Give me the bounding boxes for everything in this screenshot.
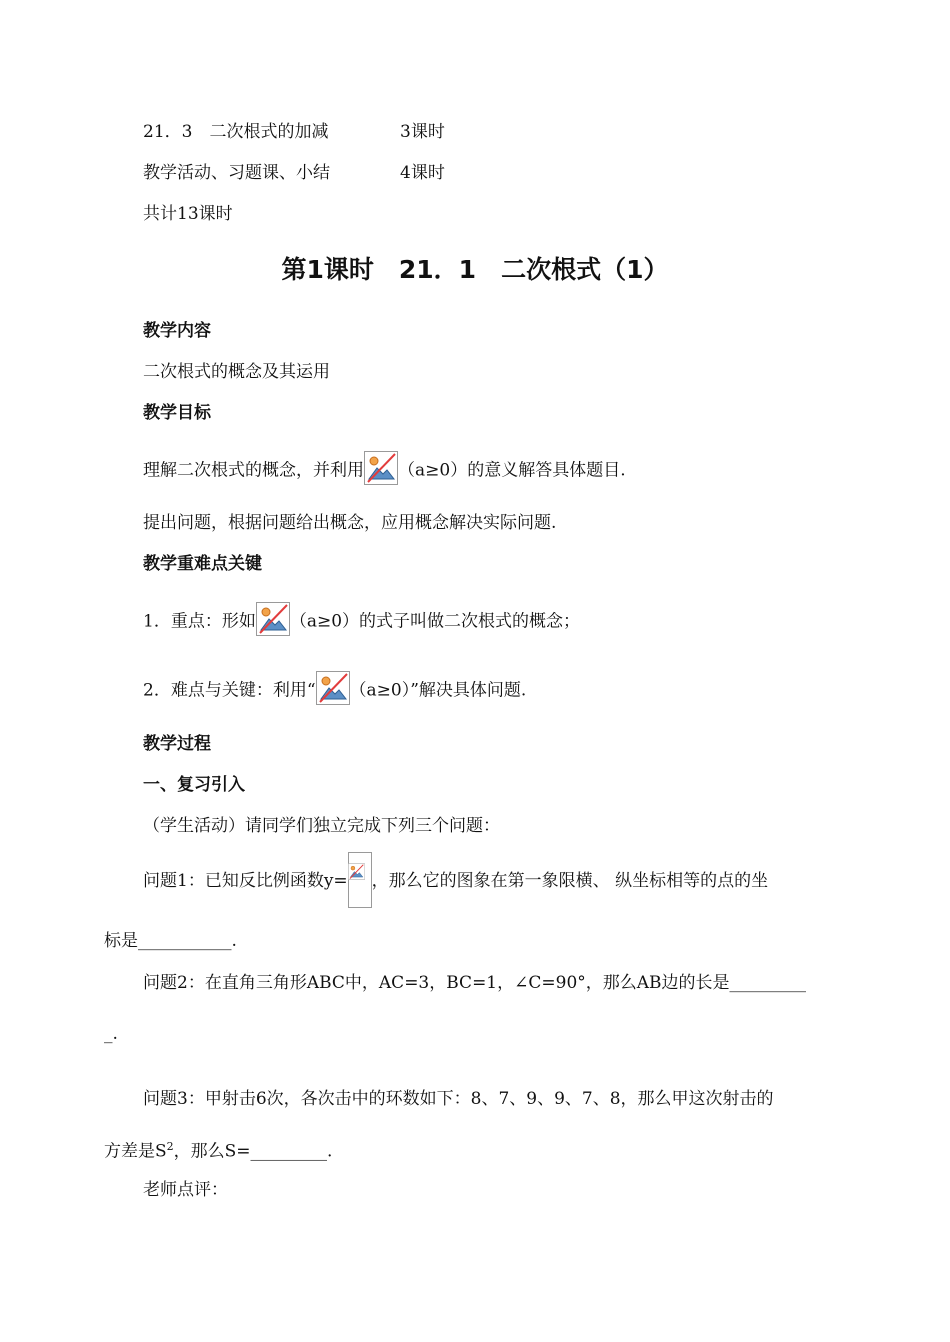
q1-text-end: ，那么它的图象在第一象限横、 纵坐标相等的点的坐 bbox=[371, 871, 769, 891]
question-2: 问题2：在直角三角形ABC中，AC=3，BC=1，∠C=90°，那么AB边的长是_________ bbox=[143, 973, 807, 993]
review-comment: 老师点评： bbox=[143, 1180, 228, 1200]
q3-superscript: 2 bbox=[166, 1140, 174, 1153]
key-1 bbox=[143, 608, 580, 636]
schedule-title: 21．3 二次根式的加减 bbox=[143, 122, 329, 142]
broken-image-icon bbox=[364, 451, 398, 485]
question-3-continued bbox=[104, 1136, 332, 1163]
goal-1-text: 理解二次根式的概念，并利用 bbox=[143, 460, 364, 481]
review-heading: 一、复习引入 bbox=[143, 775, 245, 795]
process-heading: 教学过程 bbox=[143, 734, 211, 754]
q1-text: 问题1：已知反比例函数y= bbox=[143, 871, 348, 891]
key-1-text-end: （a≥0）的式子叫做二次根式的概念； bbox=[289, 611, 581, 632]
content-text: 二次根式的概念及其运用 bbox=[143, 362, 330, 382]
content-heading: 教学内容 bbox=[143, 321, 211, 341]
question-2-continued: _. bbox=[104, 1024, 118, 1044]
key-heading: 教学重难点关键 bbox=[143, 554, 262, 574]
lesson-title: 第1课时 21．1 二次根式（1） bbox=[281, 255, 669, 284]
schedule-row-2 bbox=[143, 162, 445, 184]
goal-heading: 教学目标 bbox=[143, 403, 211, 423]
goal-1-text-end: （a≥0）的意义解答具体题目. bbox=[398, 460, 626, 481]
question-1 bbox=[143, 870, 768, 892]
q3-text: 方差是S bbox=[104, 1141, 167, 1162]
q3-text-end: ，那么S=_________. bbox=[173, 1141, 333, 1162]
schedule-hours: 3课时 bbox=[400, 122, 445, 142]
schedule-total: 共计13课时 bbox=[143, 204, 233, 224]
key-2 bbox=[143, 677, 526, 705]
broken-image-icon bbox=[348, 852, 372, 908]
key-2-text-end: （a≥0）”解决具体问题. bbox=[349, 680, 527, 701]
activity-text: （学生活动）请同学们独立完成下列三个问题： bbox=[143, 816, 500, 836]
schedule-title: 教学活动、习题课、小结 bbox=[143, 163, 330, 183]
goal-1 bbox=[143, 457, 626, 485]
goal-2: 提出问题，根据问题给出概念，应用概念解决实际问题. bbox=[143, 513, 557, 533]
question-3: 问题3：甲射击6次，各次击中的环数如下：8、7、9、9、7、8，那么甲这次射击的 bbox=[143, 1089, 774, 1109]
key-1-text: 1．重点：形如 bbox=[143, 611, 256, 632]
schedule-hours: 4课时 bbox=[400, 163, 445, 183]
key-2-text: 2．难点与关键：利用“ bbox=[143, 680, 316, 701]
broken-image-icon bbox=[316, 671, 350, 705]
broken-image-icon bbox=[256, 602, 290, 636]
question-1-continued: 标是___________. bbox=[104, 931, 237, 951]
schedule-row-1 bbox=[143, 121, 445, 143]
